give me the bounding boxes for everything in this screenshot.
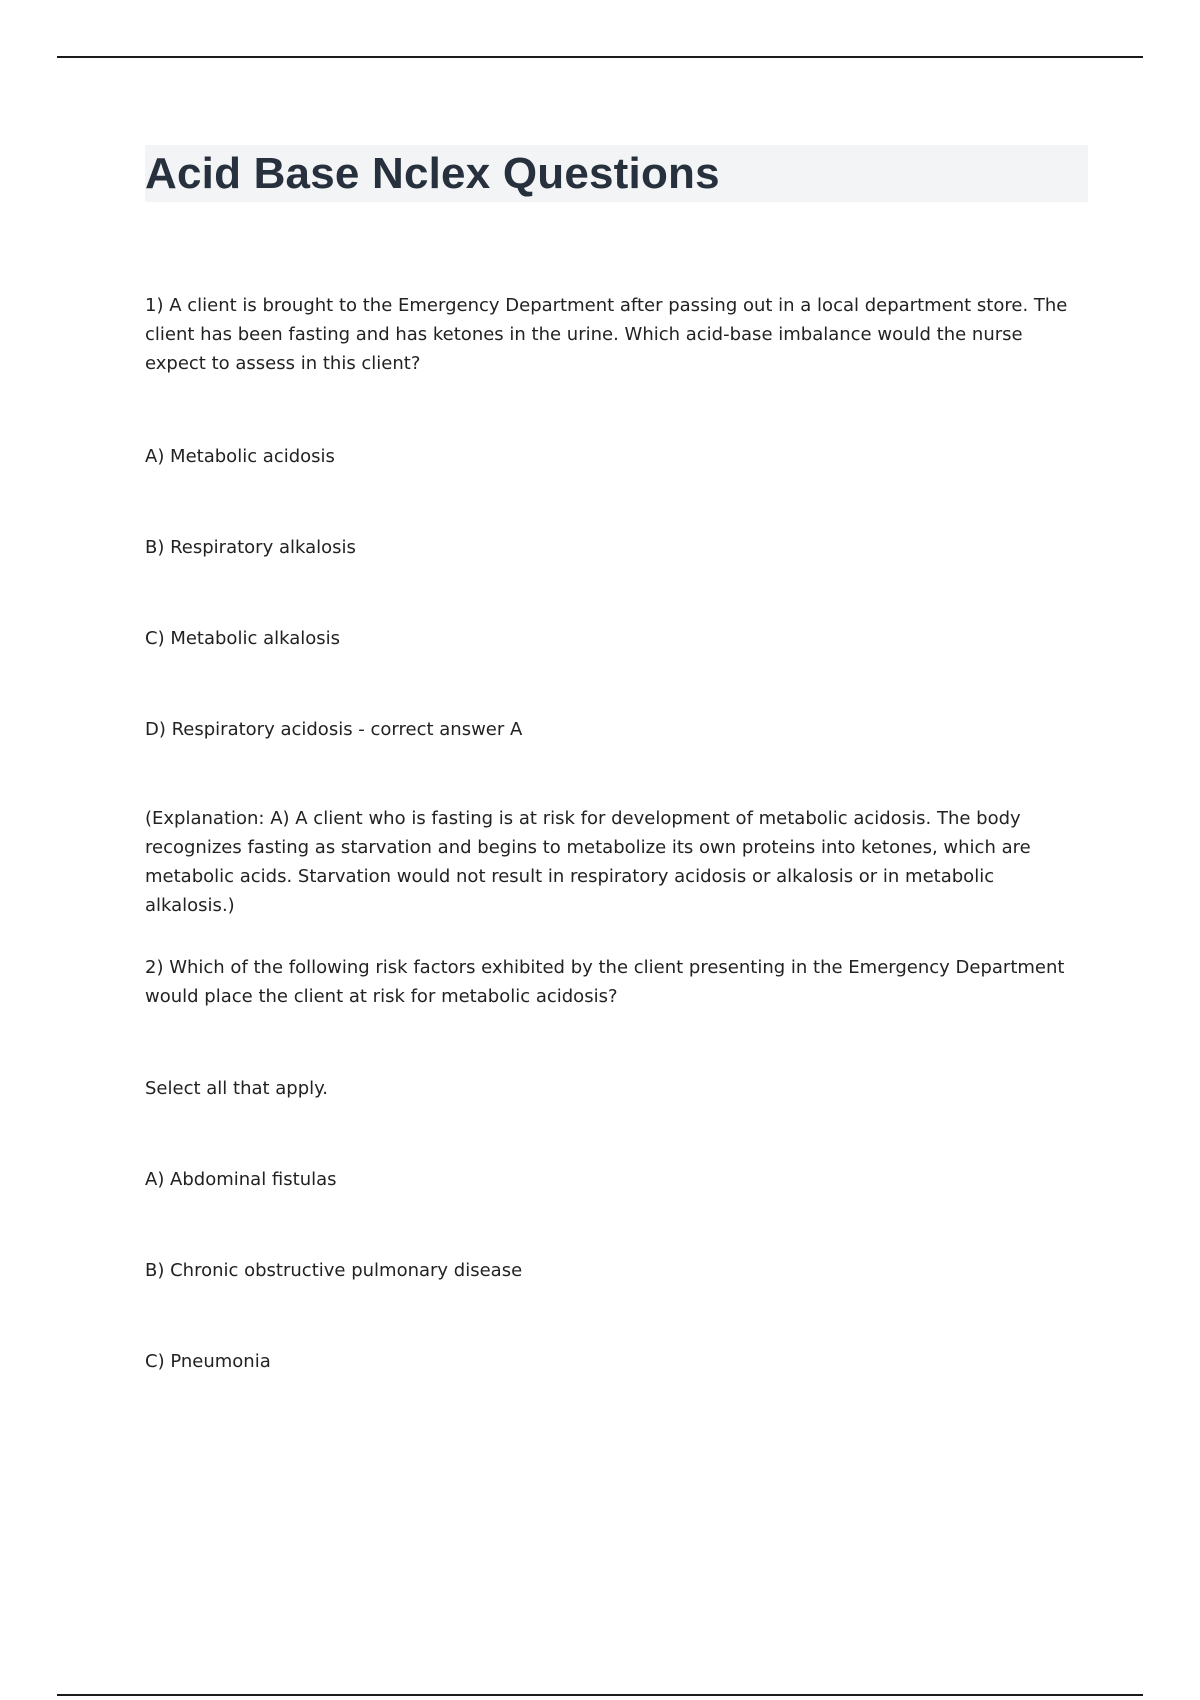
question-2-stem: 2) Which of the following risk factors exhibited by the client presenting in the Emergency Department would place the client at risk for metabolic acidosis? <box>145 957 1065 1007</box>
question-2-instruction: Select all that apply. <box>145 1078 328 1099</box>
header-rule <box>57 56 1143 58</box>
footer-rule <box>57 1694 1143 1696</box>
question-1-option-b: B) Respiratory alkalosis <box>145 537 356 558</box>
question-1-option-a: A) Metabolic acidosis <box>145 446 335 467</box>
question-1-explanation: (Explanation: A) A client who is fasting is at risk for development of metabolic acidosis. The body recognizes fasting as starvation and begins to metabolize its own proteins into ketones, which are metabolic acids. Starvation would not result in respiratory acidosis or alkalosis or in metabolic alkalosis.) <box>145 808 1031 916</box>
question-1-option-c: C) Metabolic alkalosis <box>145 628 341 649</box>
document-title: Acid Base Nclex Questions <box>145 149 720 198</box>
question-2-option-c: C) Pneumonia <box>145 1351 271 1372</box>
question-1-stem: 1) A client is brought to the Emergency Department after passing out in a local department store. The client has been fasting and has ketones in the urine. Which acid-base imbalance would the nurse expect to assess in this client? <box>145 295 1068 374</box>
question-2-option-b: B) Chronic obstructive pulmonary disease <box>145 1260 523 1281</box>
question-2-option-a: A) Abdominal fistulas <box>145 1169 337 1190</box>
question-1-option-d-answer: D) Respiratory acidosis - correct answer A <box>145 719 523 740</box>
